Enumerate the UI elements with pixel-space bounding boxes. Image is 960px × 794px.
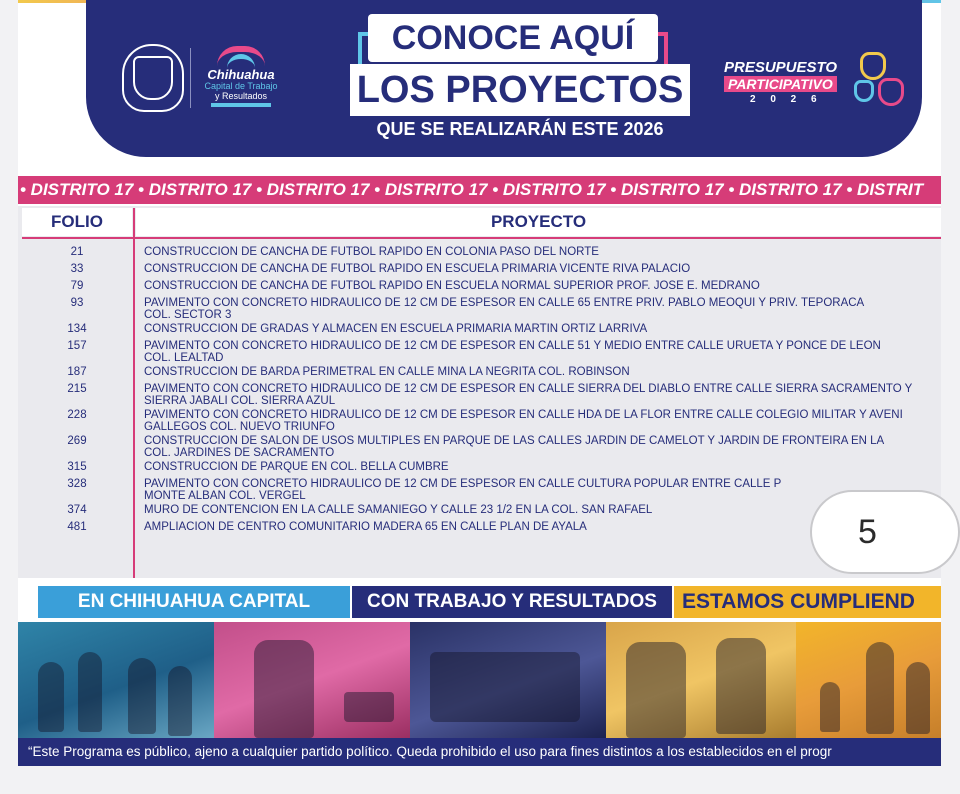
- table-header-folio: FOLIO: [22, 208, 132, 236]
- city-logo-tagline-1: Capital de Trabajo: [204, 81, 278, 91]
- row-folio: 215: [67, 383, 87, 395]
- slogan-en-chihuahua: EN CHIHUAHUA CAPITAL: [38, 586, 350, 618]
- row-project-description: PAVIMENTO CON CONCRETO HIDRÁULICO DE 12 CM DE ESPESOR EN CALLE 51 Y MEDIO ENTRE CALLE URUETA Y PONCE DE LEÓN: [144, 340, 881, 352]
- hand-yellow-icon: [860, 52, 886, 80]
- photo-community-meeting: [18, 622, 214, 738]
- row-folio: 93: [70, 297, 84, 309]
- municipal-seal-icon: [122, 44, 184, 112]
- table-header-underline: [22, 237, 941, 239]
- table-row: [18, 504, 941, 521]
- headline-subtitle: QUE SE REALIZARÁN ESTE 2026: [376, 119, 664, 139]
- projects-table: [18, 206, 941, 578]
- table-row: [18, 521, 941, 538]
- row-project-description: COL. SECTOR 3: [144, 309, 232, 321]
- slogan-estamos-cumpliendo: ESTAMOS CUMPLIEND: [674, 586, 941, 618]
- table-row: [18, 383, 941, 409]
- project-poster: [18, 0, 941, 766]
- hand-pink-icon: [878, 78, 904, 106]
- row-folio: 157: [67, 340, 87, 352]
- photo-woman-voting: [214, 622, 410, 738]
- row-folio: 134: [67, 323, 87, 335]
- row-folio: 187: [67, 366, 87, 378]
- city-logo-mark-icon: [217, 46, 265, 66]
- row-folio: 481: [67, 521, 87, 533]
- city-logo: [196, 46, 286, 107]
- photo-strip: [18, 622, 941, 738]
- slogan-con-trabajo: CON TRABAJO Y RESULTADOS: [352, 586, 672, 618]
- row-folio: 79: [70, 280, 84, 292]
- row-project-description: COL. LEALTAD: [144, 352, 224, 364]
- row-project-description: CONSTRUCCIÓN DE BARDA PERIMETRAL EN CALLE MINA LA NEGRITA COL. ROBINSON: [144, 366, 630, 378]
- headline-proyectos: LOS PROYECTOS: [350, 64, 690, 116]
- city-logo-underline: [211, 103, 271, 107]
- row-folio: 269: [67, 435, 87, 447]
- row-project-description: MONTE ALBAN COL. VERGEL: [144, 490, 306, 502]
- row-project-description: CONSTRUCCIÓN DE CANCHA DE FUTBOL RÁPIDO EN COLONIA PASO DEL NORTE: [144, 246, 599, 258]
- table-row: [18, 280, 941, 297]
- row-project-description: PAVIMENTO CON CONCRETO HIDRÁULICO DE 12 CM DE ESPESOR EN CALLE CULTURA POPULAR ENTRE CALLE P: [144, 478, 782, 490]
- row-folio: 228: [67, 409, 87, 421]
- row-folio: 374: [67, 504, 87, 516]
- row-project-description: CONSTRUCCIÓN DE SALÓN DE USOS MÚLTIPLES EN PARQUE DE LAS CALLES JARDÍN DE CAMELOT Y JARDÍN DE FRONTEIRA EN LA: [144, 435, 885, 447]
- row-project-description: PAVIMENTO CON CONCRETO HIDRÁULICO DE 12 CM DE ESPESOR EN CALLE SIERRA DEL DIABLO ENTRE CALLE SIERRA SACRAMENTO Y: [144, 383, 913, 395]
- table-row: [18, 246, 941, 263]
- presupuesto-participativo-logo: [724, 60, 854, 105]
- row-project-description: CONSTRUCCIÓN DE PARQUE EN COL. BELLA CUMBRE: [144, 461, 449, 473]
- pp-logo-line-1: PRESUPUESTO: [724, 59, 838, 76]
- table-row: [18, 366, 941, 383]
- row-folio: 315: [67, 461, 87, 473]
- city-logo-name: Chihuahua: [207, 67, 275, 82]
- page-number-badge[interactable]: 5: [810, 490, 960, 574]
- pp-logo-year: 2 0 2 6: [750, 94, 823, 105]
- hand-blue-icon: [854, 80, 874, 102]
- row-project-description: PAVIMENTO CON CONCRETO HIDRAULICO DE 12 CM DE ESPESOR EN CALLE 65 ENTRE PRIV. PABLO MEOQUI Y PRIV. TEPORACA: [144, 297, 865, 309]
- table-row: [18, 297, 941, 323]
- row-project-description: CONSTRUCCIÓN DE GRADAS Y ALMACÉN EN ESCUELA PRIMARIA MARTIN ORTIZ LARRIVA: [144, 323, 648, 335]
- table-row: [18, 409, 941, 435]
- table-row: [18, 478, 941, 504]
- table-row: [18, 323, 941, 340]
- photo-ballot-device: [410, 622, 606, 738]
- row-project-description: CONSTRUCCIÓN DE CANCHA DE FÚTBOL RÁPIDO EN ESCUELA NORMAL SUPERIOR PROF. JOSE E. MEDRANO: [144, 280, 760, 292]
- row-project-description: MURO DE CONTENCIÓN EN LA CALLE SAMANIEGO Y CALLE 23 1/2 EN LA COL. SAN RAFAEL: [144, 504, 653, 516]
- row-project-description: COL. JARDINES DE SACRAMENTO: [144, 447, 335, 459]
- city-logo-tagline-2: y Resultados: [214, 91, 268, 101]
- district-banner: • DISTRITO 17 • DISTRITO 17 • DISTRITO 17 • DISTRITO 17 • DISTRITO 17 • DISTRITO 17 • DISTRITO 17 • DISTRIT: [18, 176, 941, 204]
- table-row: [18, 461, 941, 478]
- table-header-proyecto: PROYECTO: [136, 208, 941, 236]
- table-row: [18, 340, 941, 366]
- row-project-description: PAVIMENTO CON CONCRETO HIDRÁULICO DE 12 CM DE ESPESOR EN CALLE HDA DE LA FLOR ENTRE CALLE COLEGIO MILITAR Y AVENI: [144, 409, 903, 421]
- row-project-description: AMPLIACIÓN DE CENTRO COMUNITARIO MADERA 65 EN CALLE PLAN DE AYALA: [144, 521, 587, 533]
- row-project-description: SIERRA JABALI COL. SIERRA AZUL: [144, 395, 336, 407]
- legal-disclaimer: “Este Programa es público, ajeno a cualquier partido político. Queda prohibido el uso para fines distintos a los establecidos en el progr: [18, 738, 941, 766]
- row-folio: 328: [67, 478, 87, 490]
- table-row: [18, 263, 941, 280]
- row-folio: 33: [70, 263, 84, 275]
- photo-families-park: [796, 622, 941, 738]
- photo-election-officials: [606, 622, 796, 738]
- row-project-description: CONSTRUCCIÓN DE CANCHA DE FUTBOL RÁPIDO EN ESCUELA PRIMARIA VICENTE RIVA PALACIO: [144, 263, 691, 275]
- headline-conoce: CONOCE AQUÍ: [368, 14, 658, 62]
- logo-divider: [190, 48, 191, 108]
- row-project-description: GALLEGOS COL. NUEVO TRIUNFO: [144, 421, 335, 433]
- pp-logo-line-2: PARTICIPATIVO: [724, 76, 837, 92]
- row-folio: 21: [70, 246, 84, 258]
- table-row: [18, 435, 941, 461]
